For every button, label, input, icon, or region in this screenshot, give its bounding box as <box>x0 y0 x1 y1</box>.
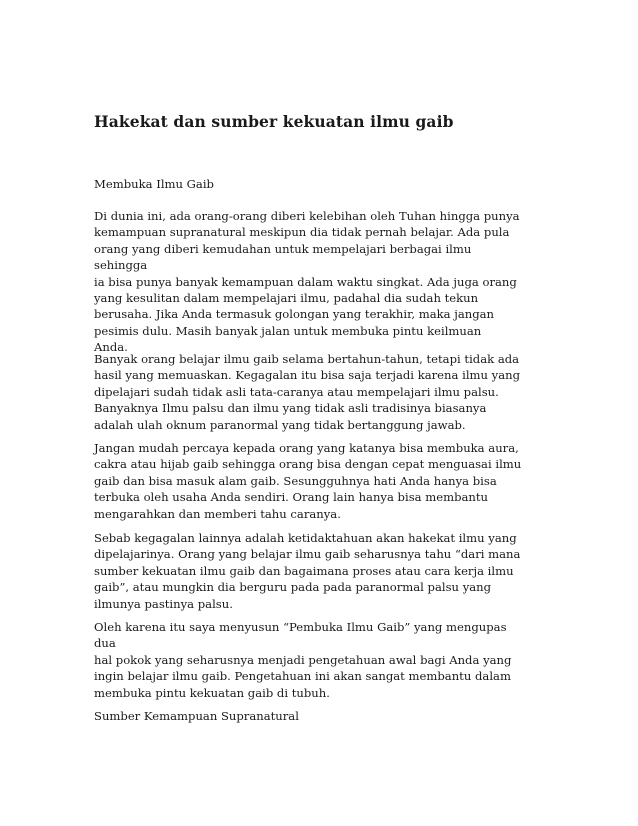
document-title: Hakekat dan sumber kekuatan ilmu gaib <box>94 112 454 131</box>
text-line: orang yang diberi kemudahan untuk mempelajari berbagai ilmu <box>94 241 472 256</box>
text-line: adalah ulah oknum paranormal yang tidak bertanggung jawab. <box>94 417 466 432</box>
text-line: gaib dan bisa masuk alam gaib. Sesungguhnya hati Anda hanya bisa <box>94 473 497 488</box>
section-heading-sumber-kemampuan: Sumber Kemampuan Supranatural <box>94 709 299 723</box>
text-line: yang kesulitan dalam mempelajari ilmu, padahal dia sudah tekun <box>94 291 479 305</box>
text-line: pesimis dulu. Masih banyak jalan untuk membuka pintu keilmuan <box>94 323 482 338</box>
text-line: Banyak orang belajar ilmu gaib selama bertahun-tahun, tetapi tidak ada <box>94 352 520 366</box>
text-line: hasil yang memuaskan. Kegagalan itu bisa saja terjadi karena ilmu yang <box>94 368 521 383</box>
text-line: membuka pintu kekuatan gaib di tubuh. <box>94 685 330 700</box>
text-line: terbuka oleh usaha Anda sendiri. Orang lain hanya bisa membantu <box>94 490 489 505</box>
text-line: Di dunia ini, ada orang-orang diberi kelebihan oleh Tuhan hingga punya <box>94 209 520 223</box>
text-line: Sebab kegagalan lainnya adalah ketidaktahuan akan hakekat ilmu yang <box>94 531 517 545</box>
text-line: Banyaknya Ilmu palsu dan ilmu yang tidak asli tradisinya biasanya <box>94 401 487 416</box>
text-line: ilmunya pastinya palsu. <box>94 596 233 611</box>
text-line: ia bisa punya banyak kemampuan dalam waktu singkat. Ada juga orang <box>94 274 517 289</box>
text-line: Anda. <box>94 340 128 355</box>
text-line: berusaha. Jika Anda termasuk golongan yang terakhir, maka jangan <box>94 307 495 322</box>
text-line: dipelajarinya. Orang yang belajar ilmu gaib seharusnya tahu “dari mana <box>94 547 521 562</box>
text-line: Oleh karena itu saya menyusun “Pembuka Ilmu Gaib” yang mengupas <box>94 620 507 634</box>
section-heading-membuka-ilmu-gaib: Membuka Ilmu Gaib <box>94 177 214 191</box>
text-line: kemampuan supranatural meskipun dia tidak pernah belajar. Ada pula <box>94 225 510 240</box>
text-line: gaib”, atau mungkin dia berguru pada pada paranormal palsu yang <box>94 580 492 595</box>
text-line: Jangan mudah percaya kepada orang yang katanya bisa membuka aura, <box>94 441 519 455</box>
text-line: dua <box>94 636 116 651</box>
text-line: mengarahkan dan memberi tahu caranya. <box>94 506 341 521</box>
text-line: cakra atau hijab gaib sehingga orang bisa dengan cepat menguasai ilmu <box>94 457 522 472</box>
text-line: dipelajari sudah tidak asli tata-caranya atau mempelajari ilmu palsu. <box>94 384 499 399</box>
text-line: hal pokok yang seharusnya menjadi pengetahuan awal bagi Anda yang <box>94 652 512 667</box>
text-line: sumber kekuatan ilmu gaib dan bagaimana proses atau cara kerja ilmu <box>94 563 514 578</box>
text-line: sehingga <box>94 258 148 273</box>
text-line: ingin belajar ilmu gaib. Pengetahuan ini akan sangat membantu dalam <box>94 669 511 684</box>
